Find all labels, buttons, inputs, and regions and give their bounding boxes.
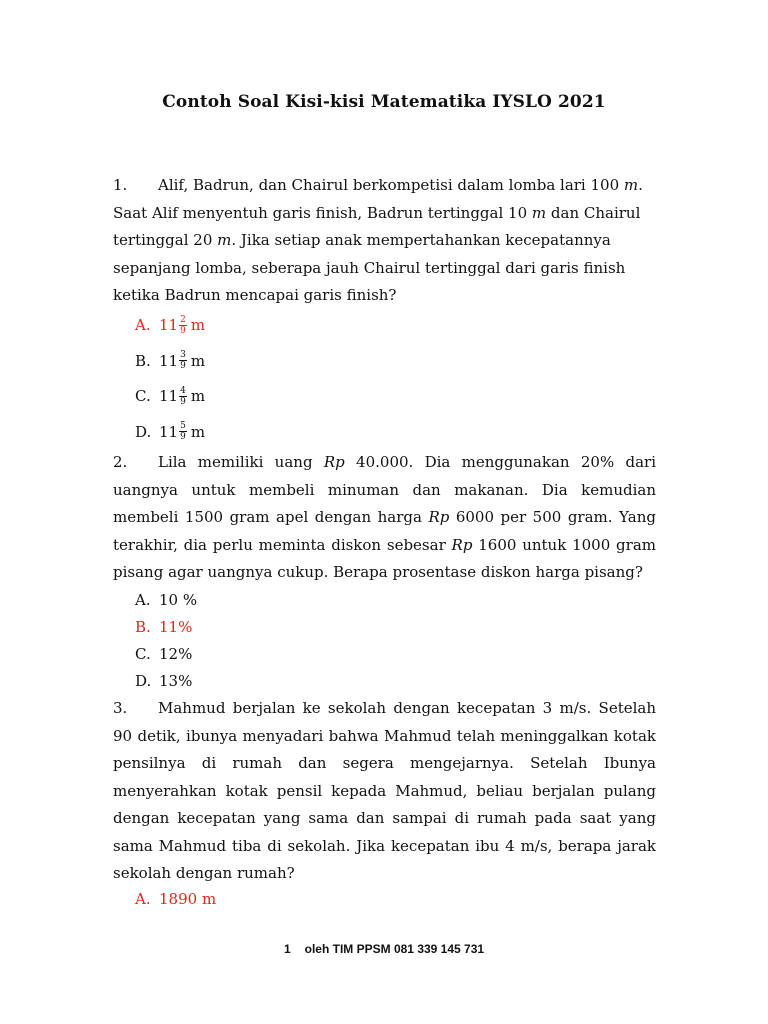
- fraction-numerator: 3: [180, 350, 186, 360]
- option-d: [135, 415, 205, 451]
- option-b: [135, 344, 205, 380]
- option-letter: B.: [135, 618, 151, 636]
- question-text-part: 40.000. Dia menggunakan 20% dari uangnya untuk membeli minuman dan makanan. Dia kemudian membeli 1500 gram apel dengan harga: [113, 453, 656, 526]
- question-text-part: . Jika setiap anak mempertahankan kecepatannya sepanjang lomba, seberapa jauh Chairul tertinggal dari garis finish ketika Badrun mencapai garis finish?: [113, 231, 626, 304]
- question-number: 1.: [113, 176, 128, 194]
- currency-variable: Rp: [323, 453, 345, 471]
- option-value: 10 %: [159, 591, 198, 609]
- answer-options-2: [135, 587, 197, 695]
- footer-credit: oleh TIM PPSM 081 339 145 731: [304, 942, 485, 956]
- fraction-denominator: 9: [180, 432, 186, 442]
- option-whole: 11: [159, 422, 179, 441]
- question-text-part: Lila memiliki uang: [158, 453, 324, 471]
- question-2: [113, 449, 656, 587]
- fraction-denominator: 9: [180, 361, 186, 371]
- option-unit: m: [190, 316, 206, 334]
- option-unit: m: [190, 351, 206, 370]
- option-value: 12%: [159, 645, 193, 663]
- option-letter: C.: [135, 645, 151, 663]
- option-unit: m: [190, 387, 206, 405]
- option-letter: B.: [135, 351, 151, 370]
- page-title: Contoh Soal Kisi-kisi Matematika IYSLO 2021: [162, 92, 606, 112]
- option-letter: D.: [135, 422, 152, 441]
- question-text-part: 6000 per 500 gram. Yang terakhir, dia perlu meminta diskon sebesar: [113, 508, 656, 554]
- question-text-part: . Saat Alif menyentuh garis finish, Badrun tertinggal 10: [113, 176, 643, 222]
- unit-variable: m: [531, 203, 547, 222]
- option-a: [135, 308, 205, 344]
- fraction-denominator: 9: [180, 325, 186, 336]
- fraction: [179, 315, 187, 336]
- fraction-denominator: 9: [180, 396, 186, 407]
- answer-options-3: [135, 886, 216, 913]
- answer-options-1: [135, 308, 205, 450]
- question-text-part: dan Chairul tertinggal 20: [113, 203, 641, 249]
- question-text-part: Alif, Badrun, dan Chairul berkompetisi dalam lomba lari 100: [158, 176, 624, 194]
- option-c: [135, 641, 197, 668]
- option-unit: m: [190, 422, 206, 441]
- question-number: 3.: [113, 699, 128, 717]
- unit-variable: m: [623, 176, 639, 194]
- fraction-numerator: 4: [180, 385, 186, 396]
- currency-variable: Rp: [428, 508, 450, 526]
- page-footer: [0, 942, 768, 956]
- option-whole: 11: [159, 351, 179, 370]
- question-text: Mahmud berjalan ke sekolah dengan kecepatan 3 m/s. Setelah 90 detik, ibunya menyadari bahwa Mahmud telah meninggalkan kotak pensilnya di rumah dan segera mengejarnya. Setelah Ibunya menyerahkan kotak pensil kepada Mahmud, beliau berjalan pulang dengan kecepatan yang sama dan sampai di rumah pada saat yang sama Mahmud tiba di sekolah. Jika kecepatan ibu 4 m/s, berapa jarak sekolah dengan rumah?: [113, 699, 656, 882]
- option-value: 1890 m: [159, 890, 217, 908]
- option-a: [135, 886, 216, 913]
- question-1: [113, 172, 656, 310]
- option-letter: A.: [135, 316, 151, 334]
- option-value: 13%: [159, 672, 193, 690]
- option-letter: C.: [135, 387, 151, 405]
- fraction-numerator: 2: [180, 314, 186, 325]
- question-text-part: 1600 untuk 1000 gram pisang agar uangnya cukup. Berapa prosentase diskon harga pisang?: [113, 535, 656, 581]
- option-letter: A.: [135, 890, 151, 908]
- option-whole: 11: [159, 387, 179, 405]
- currency-variable: Rp: [451, 535, 473, 554]
- fraction-numerator: 5: [180, 421, 186, 431]
- question-3: [113, 695, 656, 888]
- option-whole: 11: [159, 316, 179, 334]
- page-number: 1: [283, 942, 291, 956]
- option-b: [135, 614, 197, 641]
- option-a: [135, 587, 197, 614]
- option-letter: A.: [135, 591, 151, 609]
- option-letter: D.: [135, 672, 152, 690]
- fraction: [179, 350, 187, 371]
- fraction: [179, 421, 187, 442]
- question-number: 2.: [113, 453, 128, 471]
- option-d: [135, 668, 197, 695]
- unit-variable: m: [217, 231, 232, 249]
- option-c: [135, 379, 205, 415]
- fraction: [179, 386, 187, 407]
- option-value: 11%: [159, 618, 193, 636]
